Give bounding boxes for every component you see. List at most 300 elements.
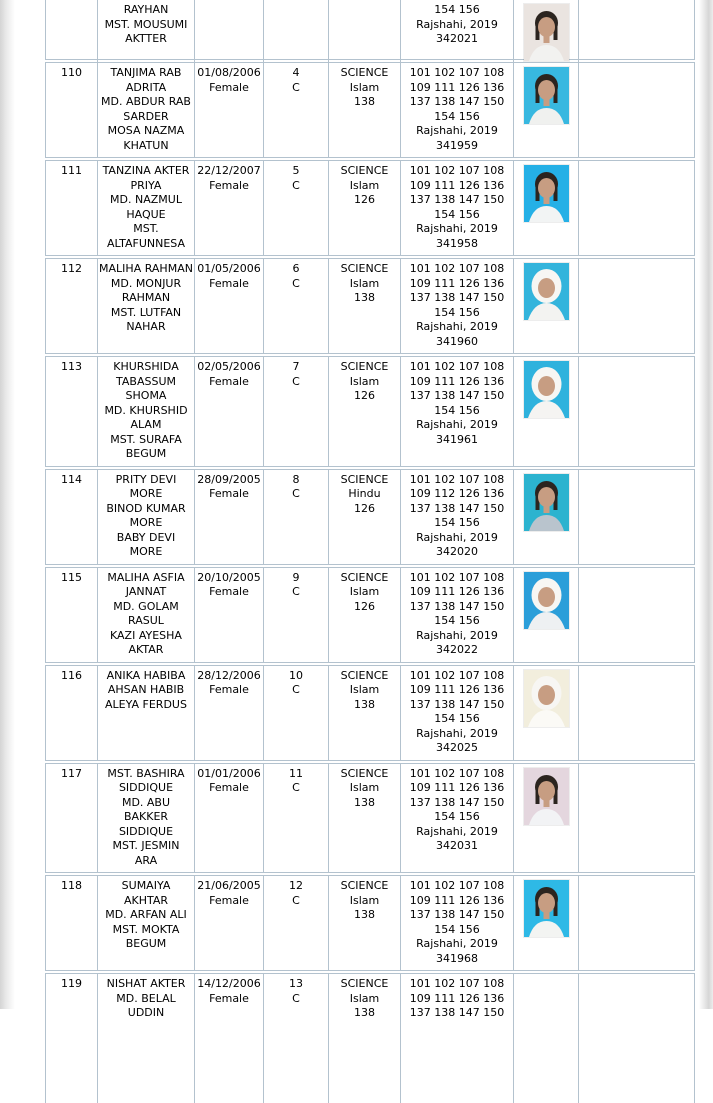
group-code: 138: [354, 908, 375, 921]
name-line: MST. MOKTA: [112, 922, 180, 936]
name-line: KHATUN: [123, 138, 169, 152]
name-line: ALEYA FERDUS: [105, 697, 187, 711]
exam-code-line: 101 102 107 108: [409, 668, 505, 682]
group-code: 138: [354, 795, 375, 809]
serial-number: 112: [61, 262, 82, 275]
exam-code-line: 109 111 126 136: [409, 178, 505, 192]
serial-number: 113: [61, 360, 82, 373]
name-line: JANNAT: [125, 585, 167, 598]
serial-cell: [46, 357, 97, 466]
roll-section-cell: [263, 974, 328, 1103]
exam-code-line: 137 138 147 150: [409, 389, 505, 402]
group-name: SCIENCE: [340, 262, 389, 275]
student-photo: [524, 768, 569, 825]
exam-code-line: 154 156: [434, 712, 480, 725]
name-line: BINOD KUMAR: [106, 501, 186, 515]
table-row: [45, 0, 695, 60]
name-line: MD. KHURSHID: [104, 403, 188, 417]
group-code: 126: [354, 389, 375, 402]
name-cell: [97, 0, 194, 65]
name-line: ALTAFUNNESA: [106, 236, 186, 250]
subject-codes-cell: [400, 63, 513, 157]
religion: Islam: [349, 178, 380, 192]
photo-cell: [513, 764, 578, 873]
name-line: SIDDIQUE: [118, 824, 174, 838]
photo-cell: [513, 470, 578, 564]
remarks-cell: [578, 568, 694, 662]
exam-code-line: 137 138 147 150: [409, 1006, 505, 1019]
remarks-cell: [578, 764, 694, 873]
exam-code-line: 137 138 147 150: [409, 697, 505, 711]
religion: Islam: [349, 683, 380, 696]
serial-number: 117: [61, 766, 82, 780]
group-name: SCIENCE: [340, 668, 389, 682]
serial-number: 115: [61, 570, 82, 584]
group-code: 138: [354, 1006, 375, 1019]
exam-code-line: 109 111 126 136: [409, 585, 505, 598]
class-roll: 5: [292, 164, 300, 177]
exam-code-line: 342021: [436, 32, 478, 45]
exam-code-line: 101 102 107 108: [409, 766, 505, 780]
photo-cell: [513, 876, 578, 970]
exam-code-line: 154 156: [434, 3, 480, 16]
exam-code-line: 101 102 107 108: [409, 472, 505, 486]
roll-section-cell: [263, 63, 328, 157]
roll-section-cell: [263, 259, 328, 353]
section: C: [292, 585, 300, 598]
serial-cell: [46, 568, 97, 662]
name-cell: [97, 161, 194, 255]
table-row: [45, 567, 695, 663]
subject-codes-cell: [400, 470, 513, 564]
roll-section-cell: [263, 666, 328, 760]
subject-codes-cell: [400, 357, 513, 466]
serial-cell: [46, 259, 97, 353]
gender: Female: [209, 487, 249, 500]
table-row: [45, 973, 695, 1103]
group-name: SCIENCE: [340, 164, 389, 177]
exam-code-line: 342025: [436, 741, 478, 754]
serial-cell: [46, 876, 97, 970]
group-code: 126: [354, 193, 375, 206]
date-of-birth: 21/06/2005: [197, 879, 261, 892]
section: C: [292, 487, 300, 500]
name-line: ANIKA HABIBA: [106, 668, 186, 682]
name-line: TANJIMA RAB: [110, 66, 182, 79]
exam-code-line: 137 138 147 150: [409, 599, 505, 613]
student-photo: [524, 572, 569, 629]
section: C: [292, 893, 300, 907]
section: C: [292, 276, 300, 290]
exam-code-line: 154 156: [434, 810, 480, 823]
name-line: TABASSUM: [116, 374, 176, 388]
exam-code-line: 101 102 107 108: [409, 262, 505, 275]
serial-cell: [46, 470, 97, 564]
serial-cell: [46, 0, 97, 65]
class-roll: 8: [292, 472, 300, 486]
exam-code-line: Rajshahi, 2019: [416, 628, 498, 642]
name-cell: [97, 63, 194, 157]
date-of-birth: 28/09/2005: [197, 472, 261, 486]
remarks-cell: [578, 357, 694, 466]
group-religion-cell: [328, 0, 400, 65]
exam-code-line: 341959: [436, 138, 478, 152]
student-photo: [524, 361, 569, 418]
name-line: PRIYA: [130, 178, 162, 192]
exam-code-line: 101 102 107 108: [409, 977, 505, 990]
table-row: [45, 665, 695, 761]
exam-code-line: 137 138 147 150: [409, 795, 505, 809]
group-name: SCIENCE: [340, 360, 389, 373]
roll-section-cell: [263, 568, 328, 662]
name-line: MD. ABDUR RAB: [101, 95, 191, 108]
exam-code-line: Rajshahi, 2019: [416, 320, 498, 333]
subject-codes-cell: [400, 974, 513, 1103]
dob-gender-cell: [194, 764, 263, 873]
group-religion-cell: [328, 470, 400, 564]
name-line: UDDIN: [127, 1006, 165, 1019]
group-name: SCIENCE: [340, 472, 389, 486]
exam-code-line: Rajshahi, 2019: [416, 17, 498, 31]
group-religion-cell: [328, 666, 400, 760]
name-line: MST.: [133, 222, 159, 235]
dob-gender-cell: [194, 259, 263, 353]
exam-code-line: 342031: [436, 839, 478, 852]
remarks-cell: [578, 0, 694, 65]
student-photo: [524, 165, 569, 222]
serial-number: 119: [61, 977, 82, 990]
exam-code-line: 154 156: [434, 516, 480, 529]
name-line: MORE: [129, 545, 163, 558]
group-code: 126: [354, 501, 375, 515]
religion: Islam: [349, 991, 380, 1005]
class-roll: 10: [289, 668, 303, 682]
roll-section-cell: [263, 161, 328, 255]
remarks-cell: [578, 974, 694, 1103]
name-line: ADRITA: [125, 80, 167, 94]
date-of-birth: 01/05/2006: [197, 262, 261, 275]
dob-gender-cell: [194, 568, 263, 662]
name-line: BABY DEVI: [116, 530, 176, 544]
name-line: BEGUM: [125, 937, 167, 950]
student-photo: [524, 4, 569, 61]
gender: Female: [209, 991, 249, 1005]
photo-cell: [513, 357, 578, 466]
dob-gender-cell: [194, 63, 263, 157]
section: C: [292, 178, 300, 192]
exam-code-line: 341968: [436, 951, 478, 965]
name-line: PRITY DEVI: [115, 472, 177, 486]
exam-code-line: 101 102 107 108: [409, 164, 505, 177]
name-line: MD. GOLAM: [113, 599, 179, 613]
table-row: [45, 62, 695, 158]
section: C: [292, 781, 300, 794]
gender: Female: [209, 374, 249, 388]
photo-cell: [513, 0, 578, 65]
group-name: SCIENCE: [340, 570, 389, 584]
section: C: [292, 991, 300, 1005]
exam-code-line: 101 102 107 108: [409, 66, 505, 79]
group-religion-cell: [328, 161, 400, 255]
photo-cell: [513, 161, 578, 255]
religion: Islam: [349, 374, 380, 388]
exam-code-line: 109 111 126 136: [409, 991, 505, 1005]
religion: Islam: [349, 781, 380, 794]
photo-cell: [513, 259, 578, 353]
remarks-cell: [578, 63, 694, 157]
exam-code-line: Rajshahi, 2019: [416, 222, 498, 235]
name-line: ARA: [134, 853, 158, 867]
name-line: MALIHA RAHMAN: [99, 262, 193, 275]
class-roll: 4: [292, 66, 300, 79]
name-line: SARDER: [123, 109, 169, 123]
photo-cell: [513, 63, 578, 157]
exam-code-line: 154 156: [434, 403, 480, 417]
section: C: [292, 683, 300, 696]
name-line: ALAM: [130, 418, 162, 431]
table-row: [45, 763, 695, 874]
name-cell: [97, 666, 194, 760]
group-religion-cell: [328, 357, 400, 466]
group-religion-cell: [328, 876, 400, 970]
name-line: SIDDIQUE: [118, 781, 174, 794]
exam-code-line: 137 138 147 150: [409, 193, 505, 206]
serial-number: 116: [61, 668, 82, 682]
dob-gender-cell: [194, 470, 263, 564]
section: C: [292, 374, 300, 388]
photo-cell: [513, 974, 578, 1103]
name-line: MALIHA ASFIA: [107, 570, 185, 584]
subject-codes-cell: [400, 259, 513, 353]
name-line: RAHMAN: [121, 291, 171, 304]
serial-cell: [46, 974, 97, 1103]
table-row: [45, 356, 695, 467]
group-code: 126: [354, 599, 375, 613]
name-line: MD. MONJUR: [110, 276, 182, 290]
roll-section-cell: [263, 764, 328, 873]
exam-code-line: 109 112 126 136: [409, 487, 505, 500]
name-cell: [97, 470, 194, 564]
dob-gender-cell: [194, 876, 263, 970]
date-of-birth: 01/08/2006: [197, 66, 261, 79]
serial-number: 114: [61, 472, 82, 486]
class-roll: 13: [289, 977, 303, 990]
page-edge-shadow-right: [699, 0, 713, 1009]
exam-code-line: Rajshahi, 2019: [416, 124, 498, 137]
subject-codes-cell: [400, 0, 513, 65]
group-religion-cell: [328, 568, 400, 662]
section: C: [292, 80, 300, 94]
name-line: KHURSHIDA: [113, 360, 179, 373]
dob-gender-cell: [194, 666, 263, 760]
exam-code-line: 341961: [436, 432, 478, 446]
exam-code-line: Rajshahi, 2019: [416, 824, 498, 838]
dob-gender-cell: [194, 0, 263, 65]
group-religion-cell: [328, 259, 400, 353]
subject-codes-cell: [400, 876, 513, 970]
exam-code-line: 109 111 126 136: [409, 276, 505, 290]
name-cell: [97, 876, 194, 970]
gender: Female: [209, 683, 249, 696]
exam-code-line: 109 111 126 136: [409, 80, 505, 94]
gender: Female: [209, 781, 249, 794]
exam-code-line: 109 111 126 136: [409, 374, 505, 388]
group-name: SCIENCE: [340, 66, 389, 79]
name-line: SHOMA: [125, 389, 167, 402]
exam-code-line: 109 111 126 136: [409, 683, 505, 696]
serial-cell: [46, 161, 97, 255]
name-line: KAZI AYESHA: [110, 628, 182, 642]
dob-gender-cell: [194, 974, 263, 1103]
gender: Female: [209, 893, 249, 907]
gender: Female: [209, 80, 249, 94]
serial-cell: [46, 63, 97, 157]
class-roll: 6: [292, 262, 300, 275]
name-line: NISHAT AKTER: [106, 977, 186, 990]
exam-code-line: Rajshahi, 2019: [416, 726, 498, 740]
name-cell: [97, 357, 194, 466]
exam-code-line: 137 138 147 150: [409, 95, 505, 108]
group-name: SCIENCE: [340, 766, 389, 780]
group-religion-cell: [328, 764, 400, 873]
roll-section-cell: [263, 470, 328, 564]
name-line: AKHTAR: [123, 893, 169, 907]
subject-codes-cell: [400, 764, 513, 873]
exam-code-line: 154 156: [434, 109, 480, 123]
name-line: MST. MOUSUMI: [104, 17, 188, 31]
name-line: NAHAR: [126, 320, 166, 333]
exam-code-line: 154 156: [434, 207, 480, 221]
table-row: [45, 469, 695, 565]
remarks-cell: [578, 259, 694, 353]
name-cell: [97, 764, 194, 873]
religion: Islam: [349, 893, 380, 907]
name-line: AKTAR: [128, 643, 164, 656]
religion: Hindu: [348, 487, 381, 500]
date-of-birth: 01/01/2006: [197, 766, 261, 780]
student-photo: [524, 474, 569, 531]
group-code: 138: [354, 291, 375, 304]
gender: Female: [209, 178, 249, 192]
exam-code-line: 154 156: [434, 614, 480, 627]
name-line: SUMAIYA: [121, 879, 171, 892]
name-line: MST. SURAFA: [110, 432, 182, 446]
group-religion-cell: [328, 974, 400, 1103]
name-line: MOSA NAZMA: [107, 124, 185, 137]
name-line: MORE: [129, 516, 163, 529]
date-of-birth: 14/12/2006: [197, 977, 261, 990]
student-photo: [524, 880, 569, 937]
remarks-cell: [578, 161, 694, 255]
exam-code-line: Rajshahi, 2019: [416, 418, 498, 431]
exam-code-line: 342022: [436, 643, 478, 656]
exam-code-line: 341960: [436, 334, 478, 348]
exam-code-line: 137 138 147 150: [409, 908, 505, 921]
table-row: [45, 258, 695, 354]
student-photo: [524, 67, 569, 124]
serial-number: 110: [61, 66, 82, 79]
remarks-cell: [578, 876, 694, 970]
name-line: MD. NAZMUL: [110, 193, 182, 206]
remarks-cell: [578, 666, 694, 760]
exam-code-line: 154 156: [434, 922, 480, 936]
group-name: SCIENCE: [340, 977, 389, 990]
name-line: AKTTER: [125, 32, 167, 45]
date-of-birth: 28/12/2006: [197, 668, 261, 682]
name-line: RASUL: [128, 614, 164, 627]
group-religion-cell: [328, 63, 400, 157]
student-table: [45, 0, 695, 1103]
exam-code-line: Rajshahi, 2019: [416, 530, 498, 544]
exam-code-line: 137 138 147 150: [409, 291, 505, 304]
name-line: AHSAN HABIB: [107, 683, 185, 696]
name-cell: [97, 974, 194, 1103]
roll-section-cell: [263, 357, 328, 466]
subject-codes-cell: [400, 161, 513, 255]
name-line: MD. ABU: [121, 795, 171, 809]
religion: Islam: [349, 276, 380, 290]
name-line: MORE: [129, 487, 163, 500]
serial-number: 118: [61, 879, 82, 892]
name-cell: [97, 568, 194, 662]
exam-code-line: 342020: [436, 545, 478, 558]
name-line: RAYHAN: [123, 3, 169, 16]
serial-number: 111: [61, 164, 82, 177]
table-row: [45, 160, 695, 256]
date-of-birth: 20/10/2005: [197, 570, 261, 584]
exam-code-line: 101 102 107 108: [409, 360, 505, 373]
group-name: SCIENCE: [340, 879, 389, 892]
roll-section-cell: [263, 0, 328, 65]
name-line: MST. BASHIRA: [107, 766, 185, 780]
serial-cell: [46, 764, 97, 873]
exam-code-line: 101 102 107 108: [409, 879, 505, 892]
group-code: 138: [354, 697, 375, 711]
serial-cell: [46, 666, 97, 760]
date-of-birth: 22/12/2007: [197, 164, 261, 177]
exam-code-line: 154 156: [434, 305, 480, 319]
dob-gender-cell: [194, 357, 263, 466]
photo-cell: [513, 568, 578, 662]
exam-code-line: Rajshahi, 2019: [416, 937, 498, 950]
exam-code-line: 341958: [436, 236, 478, 250]
gender: Female: [209, 276, 249, 290]
religion: Islam: [349, 80, 380, 94]
roll-section-cell: [263, 876, 328, 970]
name-line: MD. BELAL: [116, 991, 176, 1005]
name-line: HAQUE: [126, 207, 166, 221]
exam-code-line: 109 111 126 136: [409, 893, 505, 907]
religion: Islam: [349, 585, 380, 598]
remarks-cell: [578, 470, 694, 564]
dob-gender-cell: [194, 161, 263, 255]
gender: Female: [209, 585, 249, 598]
name-cell: [97, 259, 194, 353]
group-code: 138: [354, 95, 375, 108]
photo-cell: [513, 666, 578, 760]
name-line: BEGUM: [125, 447, 167, 460]
student-photo: [524, 263, 569, 320]
class-roll: 11: [289, 766, 303, 780]
date-of-birth: 02/05/2006: [197, 360, 261, 373]
class-roll: 12: [289, 879, 303, 892]
subject-codes-cell: [400, 666, 513, 760]
subject-codes-cell: [400, 568, 513, 662]
exam-code-line: 109 111 126 136: [409, 781, 505, 794]
page-edge-shadow-left: [0, 0, 15, 1009]
name-line: MST. LUTFAN: [110, 305, 182, 319]
class-roll: 7: [292, 360, 300, 373]
